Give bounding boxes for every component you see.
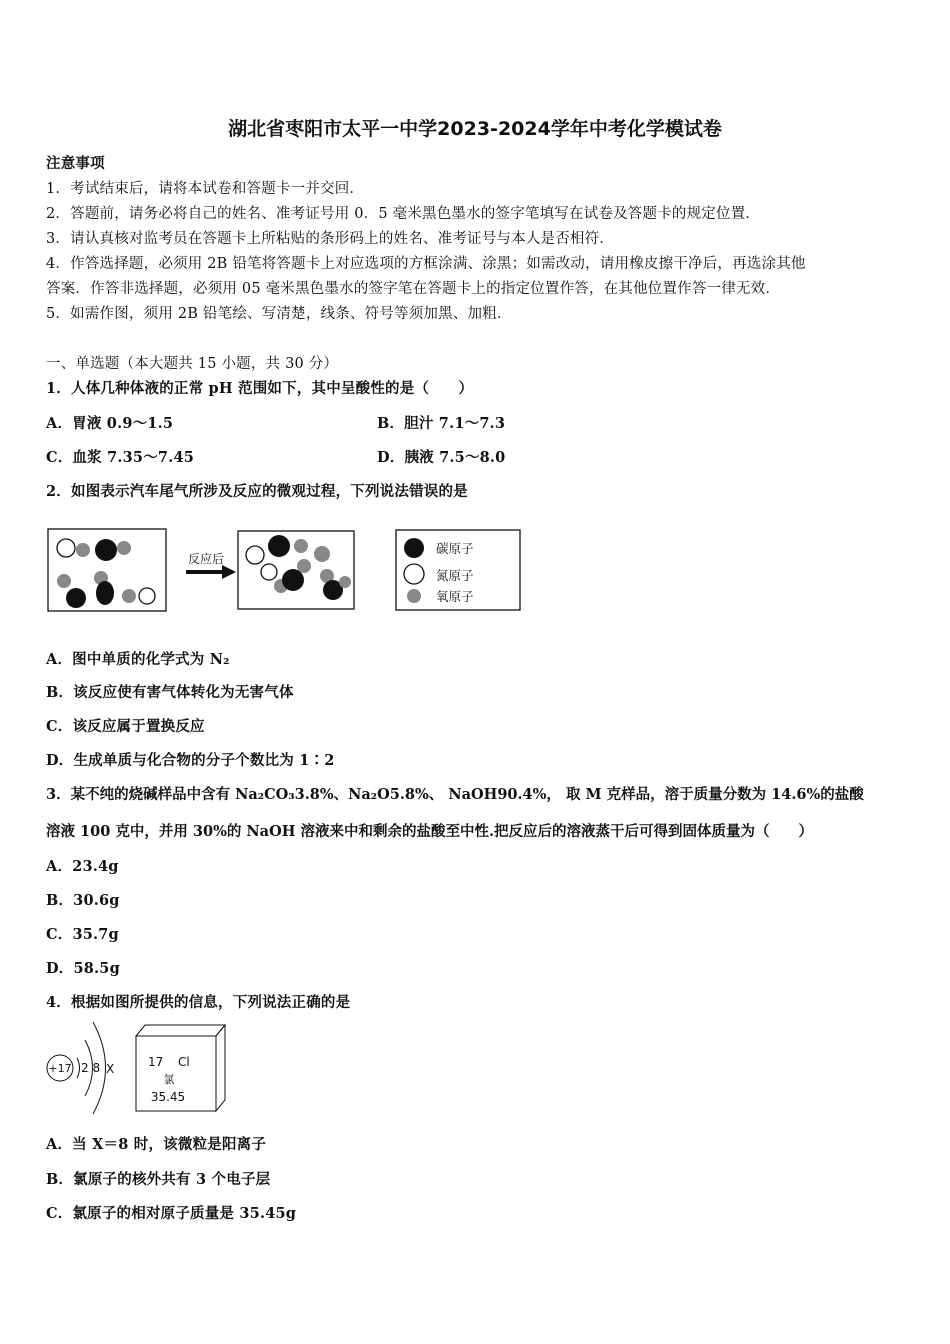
oxygen-atom [76, 543, 90, 557]
element-name: 氯 [163, 1073, 175, 1086]
q3-option-c: C．35.7g [46, 926, 119, 943]
oxygen-atom [294, 539, 308, 553]
reaction-diagram [46, 524, 526, 616]
section-heading: 一、单选题（本大题共 15 小题，共 30 分） [46, 356, 339, 372]
notice-item: 4．作答选择题，必须用 2B 铅笔将答题卡上对应选项的方框涂满、涂黑；如需改动，请用橡皮擦干净后，再选涂其他 [46, 256, 806, 272]
oxygen-atom [117, 541, 131, 555]
nitrogen-atom [246, 546, 264, 564]
carbon-atom-legend [404, 538, 424, 558]
q2-option-b: B．该反应使有害气体转化为无害气体 [46, 684, 294, 701]
carbon-atom [96, 581, 114, 605]
legend-nitrogen: 氮原子 [436, 568, 474, 583]
q1-option-b: B．胆汁 7.1～7.3 [377, 415, 506, 432]
notice-item: 答案．作答非选择题，必须用 05 毫米黑色墨水的签字笔在答题卡上的指定位置作答，在其他位置作答一律无效． [46, 281, 781, 297]
q4-option-b: B．氯原子的核外共有 3 个电子层 [46, 1171, 271, 1188]
outer-electrons: X [106, 1062, 115, 1076]
legend-carbon: 碳原子 [436, 541, 474, 556]
question-1-stem: 1．人体几种体液的正常 pH 范围如下，其中呈酸性的是（ ） [46, 380, 474, 397]
q2-option-a: A．图中单质的化学式为 N₂ [46, 651, 230, 668]
question-3-stem-cont: 溶液 100 克中，并用 30%的 NaOH 溶液来中和剩余的盐酸至中性.把反应后的溶液蒸干后可得到固体质量为（ ） [46, 823, 813, 840]
carbon-atom [95, 539, 117, 561]
question-3-stem: 3．某不纯的烧碱样品中含有 Na₂CO₃3.8%、Na₂O5.8%、 NaOH90.4%， 取 M 克样品，溶于质量分数为 14.6%的盐酸 [46, 786, 864, 803]
element-symbol: Cl [178, 1055, 190, 1069]
notice-item: 3．请认真核对监考员在答题卡上所粘贴的条形码上的姓名、准考证号与本人是否相符． [46, 231, 615, 247]
question-2-stem: 2．如图表示汽车尾气所涉及反应的微观过程，下列说法错误的是 [46, 483, 468, 500]
q1-option-a: A．胃液 0.9～1.5 [46, 415, 174, 432]
q2-option-d: D．生成单质与化合物的分子个数比为 1∶2 [46, 752, 335, 769]
notice-heading: 注意事项 [46, 155, 105, 172]
electron-shell-1 [77, 1058, 80, 1078]
q1-option-d: D．胰液 7.5～8.0 [377, 449, 506, 466]
carbon-atom [282, 569, 304, 591]
arrow-head [222, 565, 236, 579]
atomic-mass: 35.45 [150, 1090, 186, 1104]
q3-option-a: A．23.4g [46, 858, 119, 875]
q1-option-c: C．血浆 7.35～7.45 [46, 449, 195, 466]
page-title: 湖北省枣阳市太平一中学2023-2024学年中考化学模试卷 [228, 118, 722, 140]
carbon-atom [268, 535, 290, 557]
q3-option-b: B．30.6g [46, 892, 120, 909]
arrow-label: 反应后 [188, 552, 225, 566]
atom-structure-diagram [44, 1018, 230, 1116]
nitrogen-atom [57, 539, 75, 557]
oxygen-atom [122, 589, 136, 603]
carbon-atom [66, 588, 86, 608]
element-card-top [136, 1025, 225, 1036]
question-4-stem: 4．根据如图所提供的信息，下列说法正确的是 [46, 994, 351, 1011]
notice-item: 1．考试结束后，请将本试卷和答题卡一并交回． [46, 181, 365, 197]
q4-option-c: C．氯原子的相对原子质量是 35.45g [46, 1205, 297, 1222]
oxygen-atom [314, 546, 330, 562]
oxygen-atom-legend [407, 589, 421, 603]
legend-oxygen: 氧原子 [436, 589, 474, 604]
nitrogen-atom [261, 564, 277, 580]
oxygen-atom [339, 576, 351, 588]
nitrogen-atom [139, 588, 155, 604]
notice-item: 2．答题前，请务必将自己的姓名、准考证号用 0．5 毫米黑色墨水的签字笔填写在试卷及答题卡的规定位置． [46, 206, 761, 222]
shell-electrons: 2 8 [81, 1061, 101, 1075]
nitrogen-atom-legend [404, 564, 424, 584]
atomic-number: 17 [148, 1055, 164, 1069]
q2-option-c: C．该反应属于置换反应 [46, 718, 205, 735]
q4-option-a: A．当 X＝8 时，该微粒是阳离子 [46, 1136, 267, 1153]
nucleus-charge: +17 [48, 1062, 72, 1075]
oxygen-atom [57, 574, 71, 588]
element-card-side [216, 1025, 225, 1111]
q3-option-d: D．58.5g [46, 960, 120, 977]
notice-item: 5．如需作图，须用 2B 铅笔绘、写清楚，线条、符号等须加黑、加粗． [46, 306, 512, 322]
